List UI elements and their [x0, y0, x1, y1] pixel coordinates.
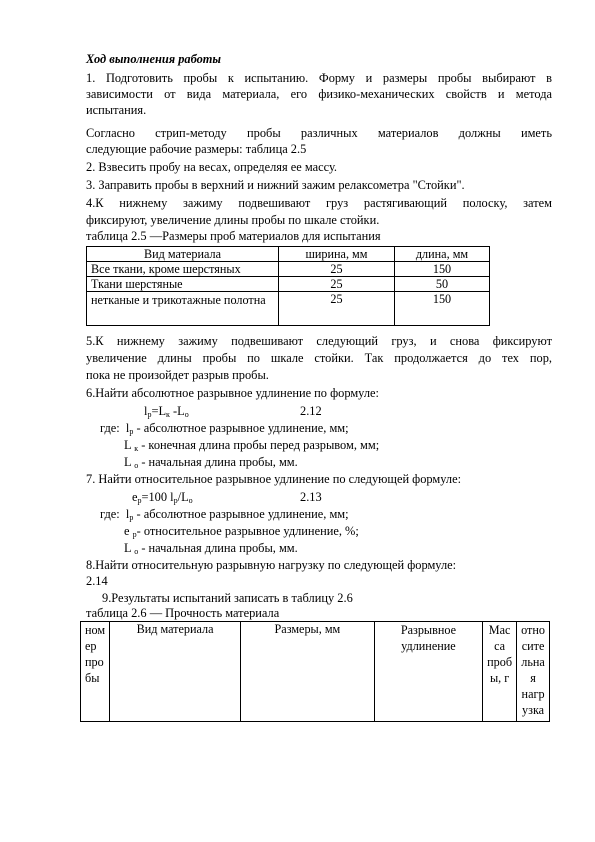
- header-width: ширина, мм: [279, 247, 395, 262]
- step-7: 7. Найти относительное разрывное удлинение по следующей формуле:: [86, 472, 462, 486]
- table-header-row: [81, 622, 550, 722]
- section-title: Ход выполнения работы: [86, 52, 222, 66]
- where-line: где: $l_р$ - абсолютное разрывное удлинение, мм;: [100, 507, 349, 522]
- step-4-line: 4.К нижнему зажиму подвешивают груз растягивающий полоску, затем: [86, 196, 552, 210]
- header-sample-number: ном ер про бы: [81, 622, 110, 722]
- table-header-row: [87, 247, 490, 262]
- header-length: длина, мм: [395, 247, 490, 262]
- where-line: где: $l_р$ - абсолютное разрывное удлинение, мм;: [100, 421, 349, 436]
- header-elongation: Разрывное удлинение: [374, 622, 482, 722]
- table-row: [87, 277, 490, 292]
- cell-width: 25: [279, 292, 395, 326]
- header-mass: Мас са проб ы, г: [483, 622, 517, 722]
- paragraph-line: Согласно стрип-методу пробы различных материалов должны иметь: [86, 126, 552, 140]
- table-2-5: [86, 246, 490, 326]
- formula-number: 2.14: [86, 574, 108, 588]
- table-row: [87, 262, 490, 277]
- cell-material: нетканые и трикотажные полотна: [87, 292, 279, 326]
- table-2-6-caption: таблица 2.6 — Прочность материала: [86, 606, 280, 620]
- step-8: 8.Найти относительную разрывную нагрузку по следующей формуле:: [86, 558, 457, 572]
- where-line: L $_о$ - начальная длина пробы, мм.: [124, 455, 298, 470]
- step-3: 3. Заправить пробы в верхний и нижний зажим релаксометра "Стойки".: [86, 178, 465, 192]
- where-line: L $_о$ - начальная длина пробы, мм.: [124, 541, 298, 556]
- paragraph-line: испытания.: [86, 103, 147, 117]
- step-4-line: фиксируют, увеличение длины пробы по шкале стойки.: [86, 213, 380, 227]
- cell-material: Ткани шерстяные: [87, 277, 279, 292]
- step-6: 6.Найти абсолютное разрывное удлинение по формуле:: [86, 386, 379, 400]
- paragraph-line: зависимости от вида материала, его физико-механических свойств и метода: [86, 87, 552, 101]
- header-dimensions: Размеры, мм: [241, 622, 375, 722]
- where-line: e $_р$- относительное разрывное удлинение, %;: [124, 524, 359, 539]
- formula-number: 2.13: [300, 490, 322, 504]
- header-material: Вид материала: [87, 247, 279, 262]
- paragraph-line: 1. Подготовить пробы к испытанию. Форму и размеры пробы выбирают в: [86, 71, 552, 85]
- table-2-6: [80, 621, 550, 722]
- step-9: 9.Результаты испытаний записать в таблицу 2.6: [102, 591, 353, 605]
- cell-length: 50: [395, 277, 490, 292]
- formula-2-12: $l_р=L_к$ $-L_о$: [144, 404, 189, 419]
- cell-width: 25: [279, 262, 395, 277]
- step-5-line: увеличение длины пробы по шкале стойки. Так продолжается до тех пор,: [86, 351, 552, 365]
- cell-length: 150: [395, 262, 490, 277]
- step-5-line: пока не произойдет разрыв пробы.: [86, 368, 269, 382]
- header-relative-load: отно сите льна я нагр узка: [517, 622, 550, 722]
- step-2: 2. Взвесить пробу на весах, определяя ее массу.: [86, 160, 338, 174]
- table-row: [87, 292, 490, 326]
- header-material: Вид материала: [110, 622, 241, 722]
- paragraph-line: следующие рабочие размеры: таблица 2.5: [86, 142, 307, 156]
- cell-width: 25: [279, 277, 395, 292]
- formula-number: 2.12: [300, 404, 322, 418]
- cell-material: Все ткани, кроме шерстяных: [87, 262, 279, 277]
- where-line: L $_к$ - конечная длина пробы перед разрывом, мм;: [124, 438, 380, 453]
- table-2-5-caption: таблица 2.5 —Размеры проб материалов для испытания: [86, 229, 381, 243]
- formula-2-13: $e_р=100$ $l_р/L_о$: [132, 490, 193, 505]
- cell-length: 150: [395, 292, 490, 326]
- step-5-line: 5.К нижнему зажиму подвешивают следующий груз, и снова фиксируют: [86, 334, 552, 348]
